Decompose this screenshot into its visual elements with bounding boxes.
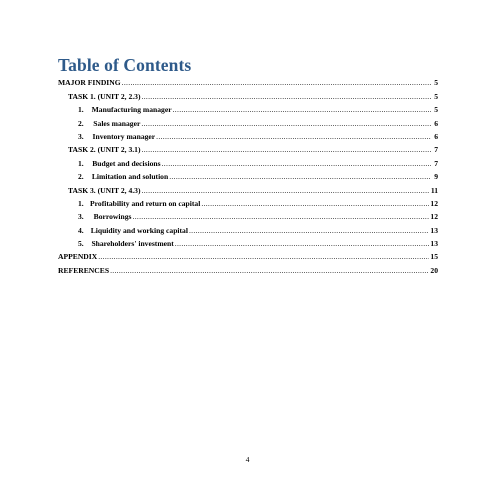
toc-entry[interactable] (58, 235, 438, 248)
toc-dot-leader (175, 239, 430, 248)
toc-dot-leader (110, 266, 429, 275)
toc-entry-page: 11 (430, 185, 438, 195)
toc-entry-number: 2. (78, 118, 84, 128)
toc-entry-page: 12 (430, 198, 438, 208)
toc-entry[interactable] (58, 114, 438, 127)
toc-entry-page: 20 (430, 265, 438, 275)
toc-entry-label: TASK 3. (UNIT 2, 4.3) (68, 185, 141, 195)
toc-entry[interactable] (58, 87, 438, 100)
toc-dot-leader (162, 159, 431, 168)
toc-dot-leader (189, 226, 429, 235)
toc-entry[interactable] (58, 101, 438, 114)
toc-dot-leader (133, 212, 430, 221)
toc-entry-label: Sales manager (93, 118, 141, 128)
toc-entry-page: 5 (434, 91, 438, 101)
toc-entry-page: 6 (434, 131, 438, 141)
toc-entry-label: Manufacturing manager (91, 105, 172, 115)
toc-entry[interactable] (58, 261, 438, 274)
toc-list (58, 74, 438, 275)
toc-entry[interactable] (58, 141, 438, 154)
toc-entry[interactable] (58, 195, 438, 208)
toc-entry-label: Profitability and return on capital (90, 198, 201, 208)
toc-entry-number: 4. (78, 225, 84, 235)
page-number: 4 (245, 455, 250, 464)
toc-entry[interactable] (58, 154, 438, 167)
toc-dot-leader (201, 199, 429, 208)
toc-title: Table of Contents (58, 55, 192, 75)
toc-entry-label: MAJOR FINDING (58, 78, 121, 88)
toc-entry[interactable] (58, 208, 438, 221)
toc-entry-page: 6 (434, 118, 438, 128)
toc-entry-label: Inventory manager (92, 131, 156, 141)
toc-entry[interactable] (58, 168, 438, 181)
toc-entry-number: 3. (78, 212, 84, 222)
toc-entry[interactable] (58, 181, 438, 194)
toc-dot-leader (142, 186, 430, 195)
toc-dot-leader (122, 78, 431, 87)
toc-entry-page: 9 (434, 172, 438, 182)
toc-entry-label: APPENDIX (58, 252, 98, 262)
toc-entry-label: Limitation and solution (91, 172, 169, 182)
toc-entry-label: TASK 2. (UNIT 2, 3.1) (68, 145, 141, 155)
toc-entry[interactable] (58, 128, 438, 141)
toc-entry-number: 5. (78, 239, 84, 249)
toc-dot-leader (173, 105, 431, 114)
toc-entry-page: 7 (434, 145, 438, 155)
toc-entry[interactable] (58, 248, 438, 261)
toc-entry-page: 13 (430, 239, 438, 249)
toc-entry[interactable] (58, 221, 438, 234)
toc-entry-label: Budget and decisions (92, 158, 161, 168)
toc-dot-leader (142, 92, 432, 101)
toc-entry-page: 15 (430, 252, 438, 262)
toc-entry-number: 2. (78, 172, 84, 182)
toc-entry-page: 13 (430, 225, 438, 235)
toc-entry-number: 3. (78, 131, 84, 141)
toc-dot-leader (169, 172, 431, 181)
toc-entry-number: 1. (78, 105, 84, 115)
toc-entry-number: 1. (78, 198, 84, 208)
toc-entry-page: 7 (434, 158, 438, 168)
toc-entry-label: TASK 1. (UNIT 2, 2.3) (68, 91, 141, 101)
toc-entry-label: Borrowings (93, 212, 132, 222)
toc-dot-leader (156, 132, 431, 141)
toc-entry-page: 5 (434, 105, 438, 115)
toc-entry-label: Shareholders' investment (91, 239, 174, 249)
toc-entry-label: REFERENCES (58, 265, 110, 275)
toc-entry-page: 5 (434, 78, 438, 88)
toc-entry[interactable] (58, 74, 438, 87)
toc-dot-leader (141, 119, 431, 128)
toc-dot-leader (98, 252, 429, 261)
toc-entry-page: 12 (430, 212, 438, 222)
toc-dot-leader (142, 145, 432, 154)
toc-entry-label: Liquidity and working capital (90, 225, 188, 235)
toc-entry-number: 1. (78, 158, 84, 168)
